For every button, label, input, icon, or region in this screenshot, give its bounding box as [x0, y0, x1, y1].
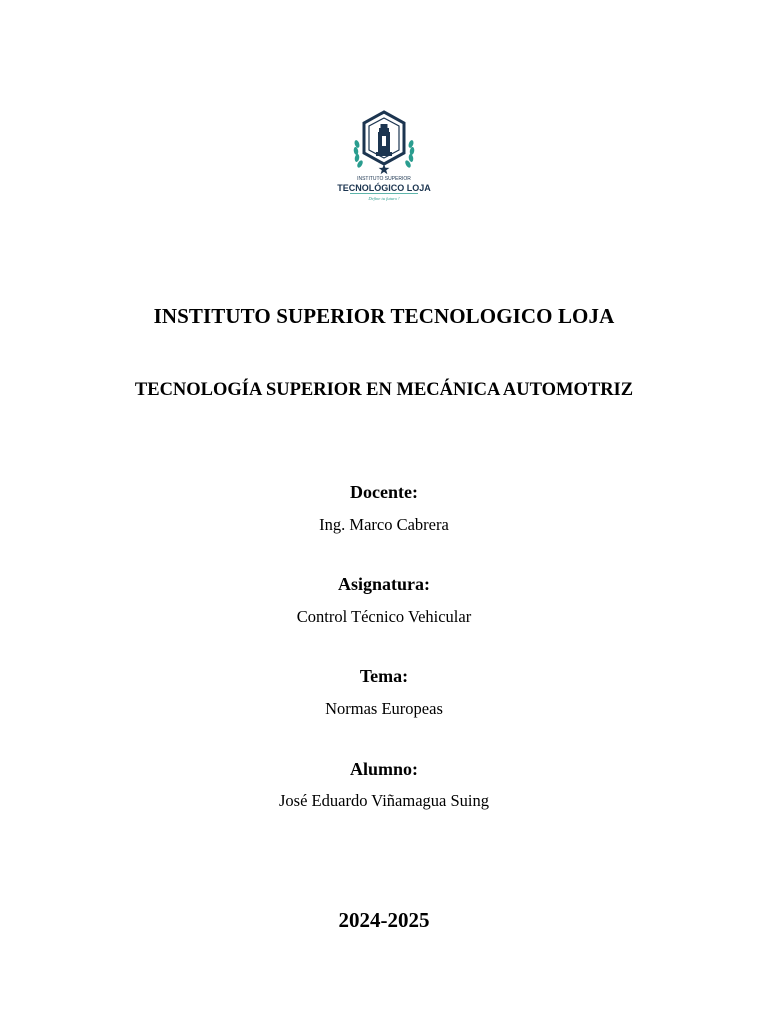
- academic-period: 2024-2025: [338, 908, 430, 932]
- logo-line1: INSTITUTO SUPERIOR: [357, 176, 411, 182]
- institute-logo-emblem: [337, 106, 431, 206]
- institute-logo: [337, 106, 431, 206]
- asignatura-value: Control Técnico Vehicular: [296, 607, 472, 626]
- alumno-label: Alumno:: [349, 759, 418, 779]
- program-title: TECNOLOGÍA SUPERIOR EN MECÁNICA AUTOMOTRIZ: [134, 380, 634, 400]
- institution-title: INSTITUTO SUPERIOR TECNOLOGICO LOJA: [153, 304, 615, 328]
- asignatura-label: Asignatura:: [337, 574, 430, 594]
- docente-value: Ing. Marco Cabrera: [319, 515, 449, 534]
- docente-label: Docente:: [350, 482, 418, 502]
- logo-tagline: Define tu futuro !: [368, 196, 400, 201]
- logo-line2: TECNOLÓGICO LOJA: [337, 183, 431, 193]
- tema-label: Tema:: [359, 666, 409, 686]
- tema-value: Normas Europeas: [325, 699, 443, 718]
- alumno-value: José Eduardo Viñamagua Suing: [279, 791, 489, 810]
